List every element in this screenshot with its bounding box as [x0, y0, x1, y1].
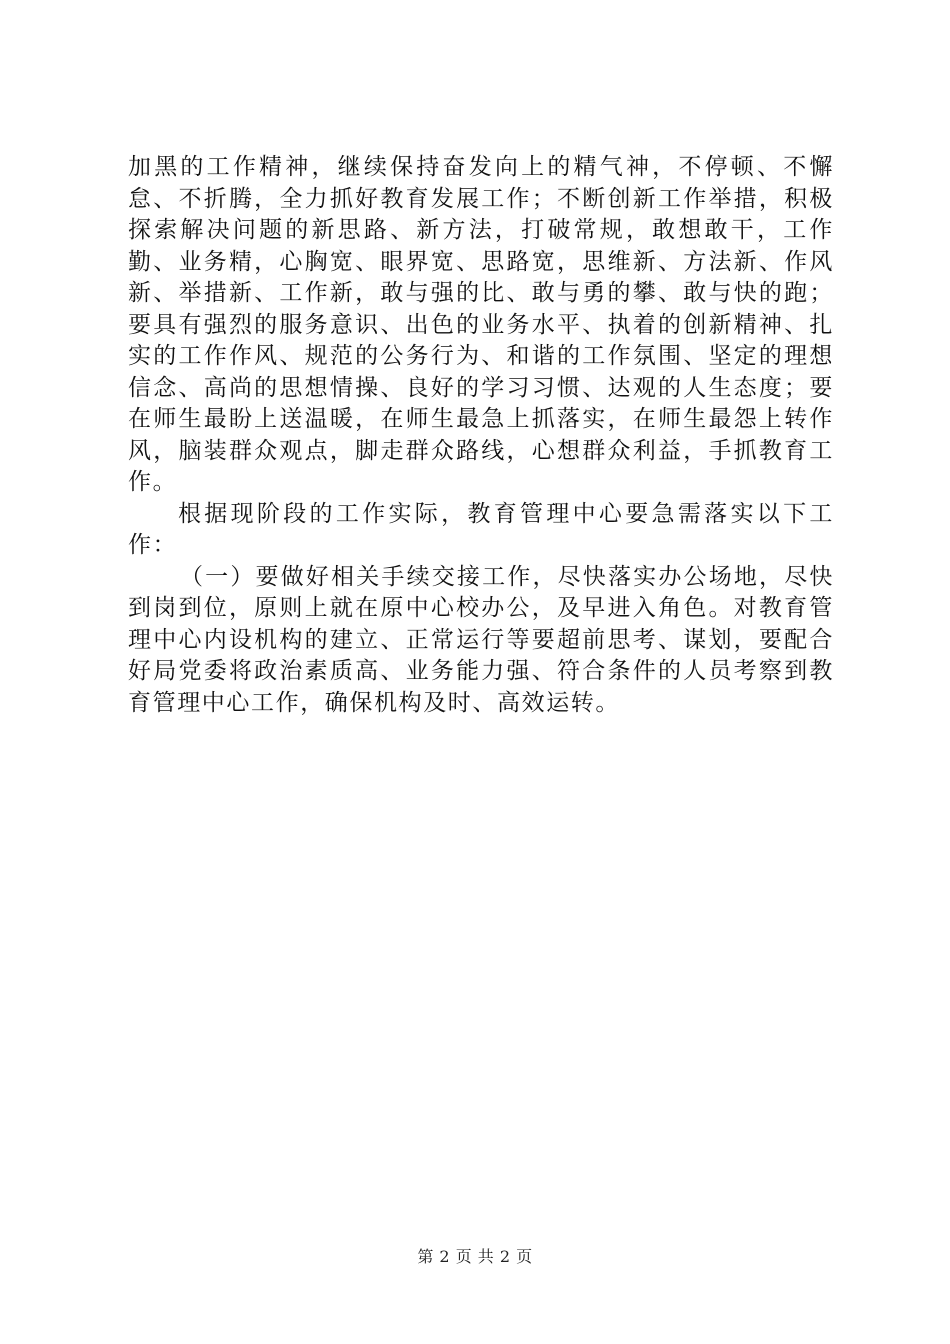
paragraph-work-intro: 根据现阶段的工作实际，教育管理中心要急需落实以下工作：: [128, 500, 834, 558]
page-number-footer: 第 2 页 共 2 页: [417, 1247, 533, 1266]
document-body: [128, 152, 834, 719]
paragraph-continued: 加黑的工作精神，继续保持奋发向上的精气神，不停顿、不懈怠、不折腾，全力抓好教育发展工作；不断创新工作举措，积极探索解决问题的新思路、新方法，打破常规，敢想敢干，工作勤、业务精，心胸宽、眼界宽、思路宽，思维新、方法新、作风新、举措新、工作新，敢与强的比、敢与勇的攀、敢与快的跑；要具有强烈的服务意识、出色的业务水平、执着的创新精神、扎实的工作作风、规范的公务行为、和谐的工作氛围、坚定的理想信念、高尚的思想情操、良好的学习习惯、达观的人生态度；要在师生最盼上送温暖，在师生最急上抓落实，在师生最怨上转作风，脑装群众观点，脚走群众路线，心想群众利益，手抓教育工作。: [128, 154, 834, 495]
paragraph-item-one: （一）要做好相关手续交接工作，尽快落实办公场地，尽快到岗到位，原则上就在原中心校办公，及早进入角色。对教育管理中心内设机构的建立、正常运行等要超前思考、谋划，要配合好局党委将政治素质高、业务能力强、符合条件的人员考察到教育管理中心工作，确保机构及时、高效运转。: [128, 563, 834, 716]
